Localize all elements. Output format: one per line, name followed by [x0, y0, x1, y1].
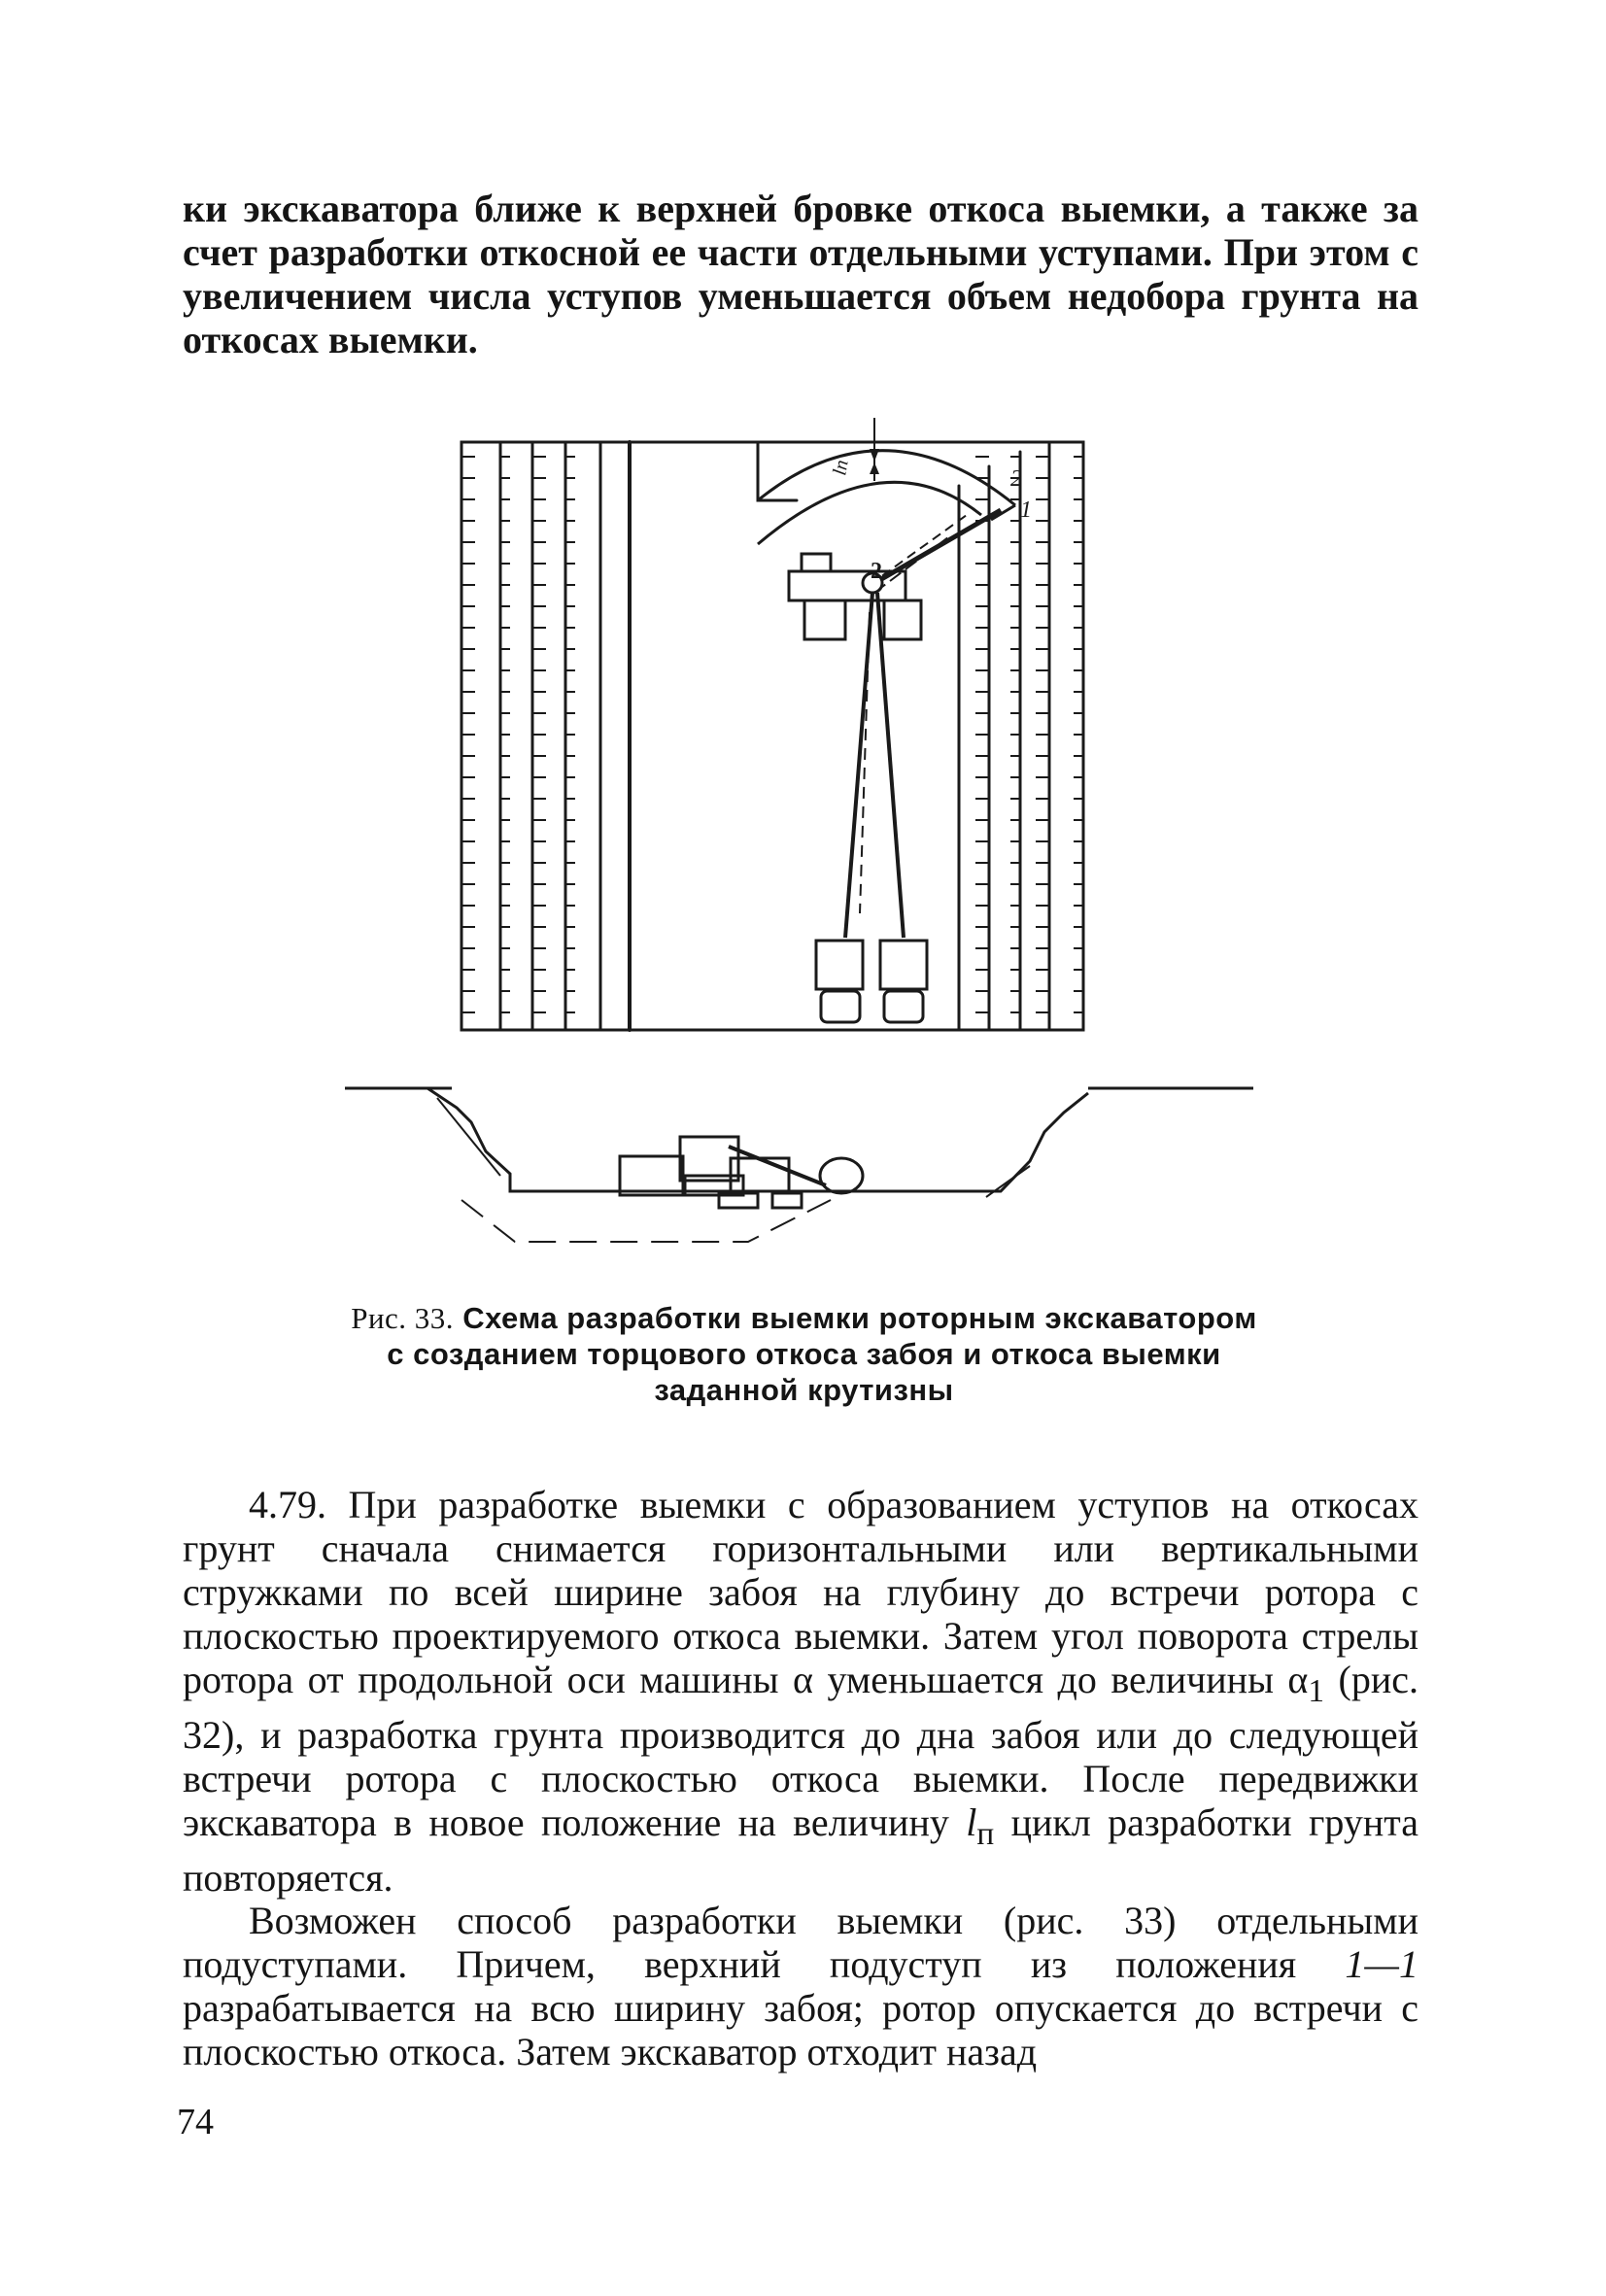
cut-section [427, 1088, 1088, 1191]
paragraph-4-79: 4.79. При разработке выемки с образованием уступов на откосах грунт сначала снимается горизонтальными или вертикальными стружками по всей ширине забоя на глубину до встречи ротора с плоскостью проектируемого откоса выемки. Затем угол поворота стрелы ротора от продольной оси машины α уменьшается до величины $\alpha_1$ (рис. 32), и разработка грунта производится до дна забоя или до следующей встречи ротора с плоскостью откоса выемки. После передвижки экскаватора в новое положение на величину $l_п$ цикл разработки грунта повторяется. [183, 1483, 1419, 1900]
caption-label: Рис. 33. [351, 1301, 455, 1335]
cutting-arc-outer [758, 451, 1015, 505]
label-position-1: 1 [1020, 497, 1032, 523]
truck-left [816, 941, 863, 989]
truck-right [880, 941, 927, 989]
label-position-2: 2 [1010, 466, 1022, 492]
label-center-2: 2 [871, 559, 882, 584]
top-paragraph: ки экскаватора ближе к верхней бровке откоса выемки, а также за счет разработки откосной ее части отдельными уступами. При этом с увеличением числа уступов уменьшается объем недобора грунта на откосах выемки. [183, 187, 1418, 361]
label-lp: lп [829, 458, 853, 477]
design-slope [461, 1200, 831, 1242]
conveyor [845, 593, 872, 938]
cutting-arc-inner [758, 482, 981, 544]
caption-text: Схема разработки выемки роторным экскаватором с созданием торцового откоса забоя и откоса выемки заданной крутизны [387, 1301, 1257, 1407]
paragraph-possible-method: Возможен способ разработки выемки (рис. 33) отдельными подуступами. Причем, верхний подуступ из положения 1—1 разрабатывается на всю ширину забоя; ротор опускается до встречи с плоскостью откоса. Затем экскаватор отходит назад [183, 1899, 1418, 2073]
figure-caption [350, 1300, 1258, 1408]
figure-33 [340, 408, 1263, 1302]
boom-main [865, 510, 1001, 589]
page-number: 74 [177, 2102, 214, 2142]
